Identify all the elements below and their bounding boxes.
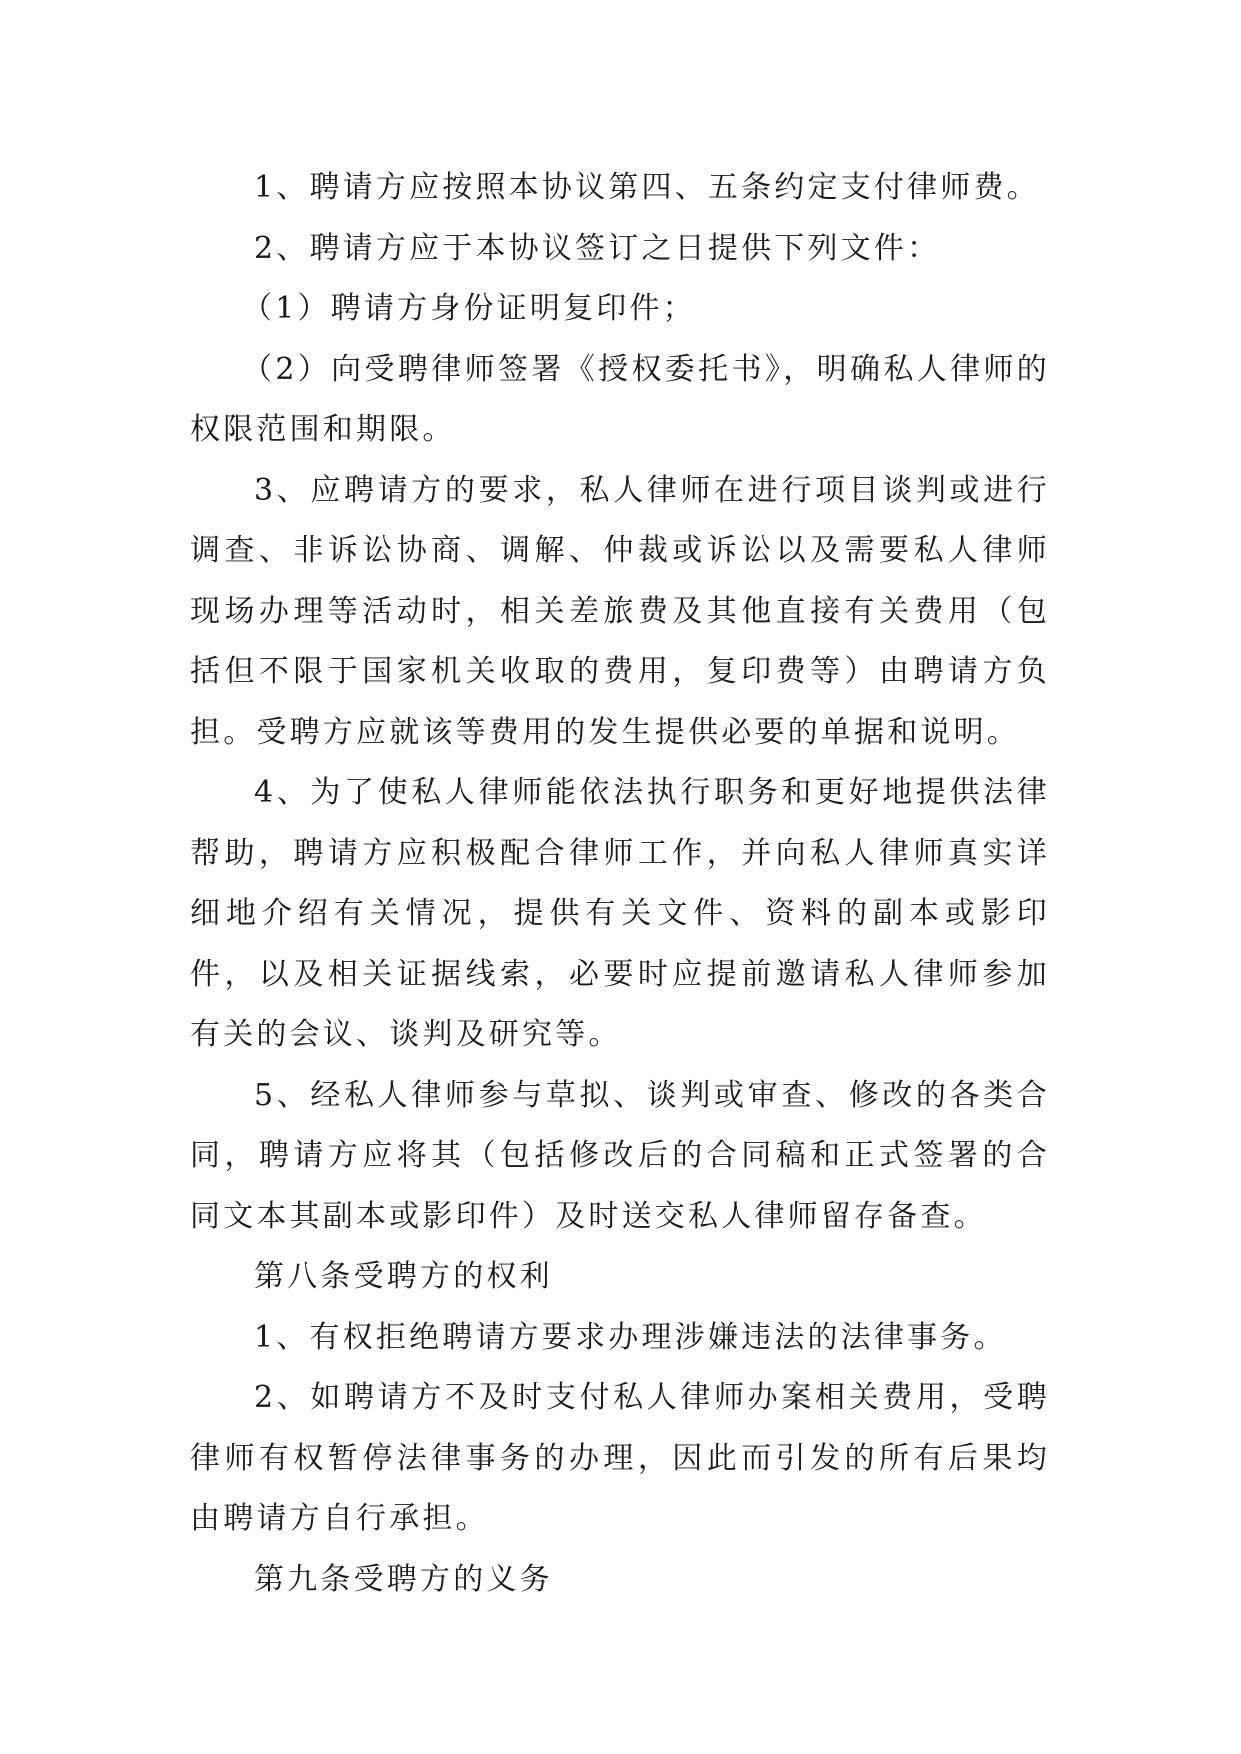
- document-body: [190, 158, 1050, 1610]
- paragraph-client-provide-documents: 2、聘请方应于本协议签订之日提供下列文件：: [254, 230, 941, 266]
- section-heading-article-9: 第九条受聘方的义务: [254, 1561, 553, 1597]
- paragraph-client-pay-fees: 1、聘请方应按照本协议第四、五条约定支付律师费。: [254, 170, 1040, 205]
- paragraph-suspend-services: 2、如聘请方不及时支付私人律师办案相关费用，受聘律师有权暂停法律事务的办理，因此而引发的所有后果均由聘请方自行承担。: [190, 1380, 1050, 1536]
- paragraph-refuse-illegal-matters: 1、有权拒绝聘请方要求办理涉嫌违法的法律事务。: [254, 1319, 1007, 1355]
- paragraph-travel-expenses: 3、应聘请方的要求，私人律师在进行项目谈判或进行调查、非诉讼协商、调解、仲裁或诉讼以及需要私人律师现场办理等活动时，相关差旅费及其他直接有关费用（包括但不限于国家机关收取的费用，复印费等）由聘请方负担。受聘方应就该等费用的发生提供必要的单据和说明。: [190, 472, 1050, 750]
- paragraph-id-copy: （1）聘请方身份证明复印件；: [242, 291, 696, 326]
- paragraph-contract-copies: 5、经私人律师参与草拟、谈判或审查、修改的各类合同，聘请方应将其（包括修改后的合同稿和正式签署的合同文本其副本或影印件）及时送交私人律师留存备查。: [190, 1077, 1050, 1234]
- paragraph-power-of-attorney: （2）向受聘律师签署《授权委托书》，明确私人律师的权限范围和期限。: [190, 351, 1050, 447]
- section-heading-article-8: 第八条受聘方的权利: [254, 1259, 553, 1294]
- paragraph-cooperation: 4、为了使私人律师能依法执行职务和更好地提供法律帮助，聘请方应积极配合律师工作，并向私人律师真实详细地介绍有关情况，提供有关文件、资料的副本或影印件，以及相关证据线索，必要时应提前邀请私人律师参加有关的会议、谈判及研究等。: [190, 775, 1050, 1052]
